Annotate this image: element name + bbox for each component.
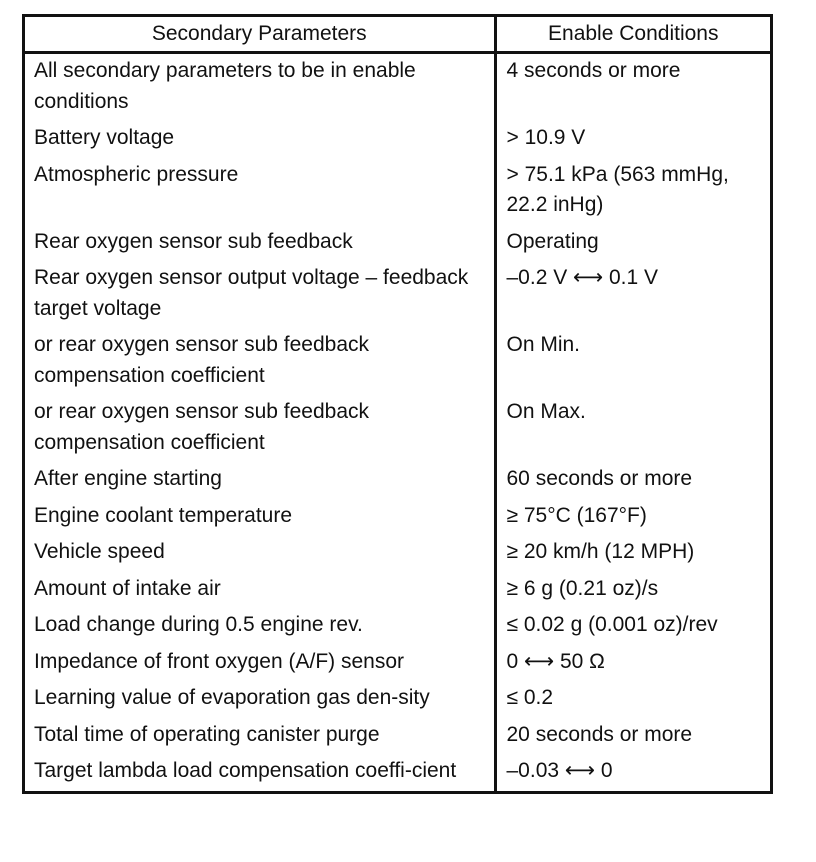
condition-cell: ≤ 0.02 g (0.001 oz)/rev xyxy=(506,613,718,636)
condition-cell: ≥ 6 g (0.21 oz)/s xyxy=(506,576,659,600)
parameter-cell: Target lambda load compensation coeffi-cient xyxy=(25,754,495,791)
table-row xyxy=(25,395,770,462)
secondary-parameters-table-frame xyxy=(22,14,773,794)
parameter-cell: Rear oxygen sensor sub feedback xyxy=(25,225,495,262)
table-row xyxy=(25,225,770,262)
condition-cell: 20 seconds or more xyxy=(506,722,693,746)
table-row xyxy=(25,572,770,609)
table-row xyxy=(25,499,770,536)
parameter-cell: Battery voltage xyxy=(25,121,495,158)
condition-cell: 60 seconds or more xyxy=(506,467,693,490)
table-header-row xyxy=(25,17,770,53)
table-body xyxy=(25,53,770,791)
parameter-cell: Learning value of evaporation gas den-sity xyxy=(25,681,495,718)
condition-cell: –0.2 V ⟷ 0.1 V xyxy=(506,266,659,289)
table-row xyxy=(25,535,770,572)
condition-cell: > 75.1 kPa (563 mmHg, 22.2 inHg) xyxy=(506,162,729,216)
parameter-cell: After engine starting xyxy=(25,462,495,499)
table-row xyxy=(25,158,770,225)
parameter-cell: Vehicle speed xyxy=(25,535,495,572)
condition-cell: On Min. xyxy=(506,333,581,356)
condition-cell: –0.03 ⟷ 0 xyxy=(506,759,613,782)
parameter-cell: Rear oxygen sensor output voltage – feedback target voltage xyxy=(25,261,495,328)
condition-cell: ≥ 20 km/h (12 MPH) xyxy=(506,540,695,563)
condition-cell: On Max. xyxy=(506,400,586,423)
parameter-cell: or rear oxygen sensor sub feedback compensation coefficient xyxy=(25,395,495,462)
parameter-cell: Amount of intake air xyxy=(25,572,495,609)
parameter-cell: Atmospheric pressure xyxy=(25,158,495,225)
table-row xyxy=(25,462,770,499)
table-row xyxy=(25,261,770,328)
parameter-cell: Impedance of front oxygen (A/F) sensor xyxy=(25,645,495,682)
table-row xyxy=(25,328,770,395)
table-row xyxy=(25,681,770,718)
condition-cell: > 10.9 V xyxy=(506,126,586,149)
condition-cell: ≥ 75°C (167°F) xyxy=(506,503,647,527)
table-row xyxy=(25,645,770,682)
table-row xyxy=(25,53,770,122)
table-row xyxy=(25,754,770,791)
table-row xyxy=(25,718,770,755)
condition-cell: Operating xyxy=(506,229,599,253)
parameter-cell: Load change during 0.5 engine rev. xyxy=(25,608,495,645)
parameter-cell: Engine coolant temperature xyxy=(25,499,495,536)
condition-cell: 0 ⟷ 50 Ω xyxy=(506,649,605,673)
table-row xyxy=(25,608,770,645)
parameter-cell: or rear oxygen sensor sub feedback compensation coefficient xyxy=(25,328,495,395)
condition-cell: 4 seconds or more xyxy=(506,59,681,82)
parameter-cell: All secondary parameters to be in enable conditions xyxy=(25,53,495,122)
table-row xyxy=(25,121,770,158)
parameter-cell: Total time of operating canister purge xyxy=(25,718,495,755)
secondary-parameters-table xyxy=(25,17,770,791)
header-enable-conditions: Enable Conditions xyxy=(495,17,770,53)
header-secondary-parameters: Secondary Parameters xyxy=(25,17,495,53)
condition-cell: ≤ 0.2 xyxy=(506,686,554,709)
